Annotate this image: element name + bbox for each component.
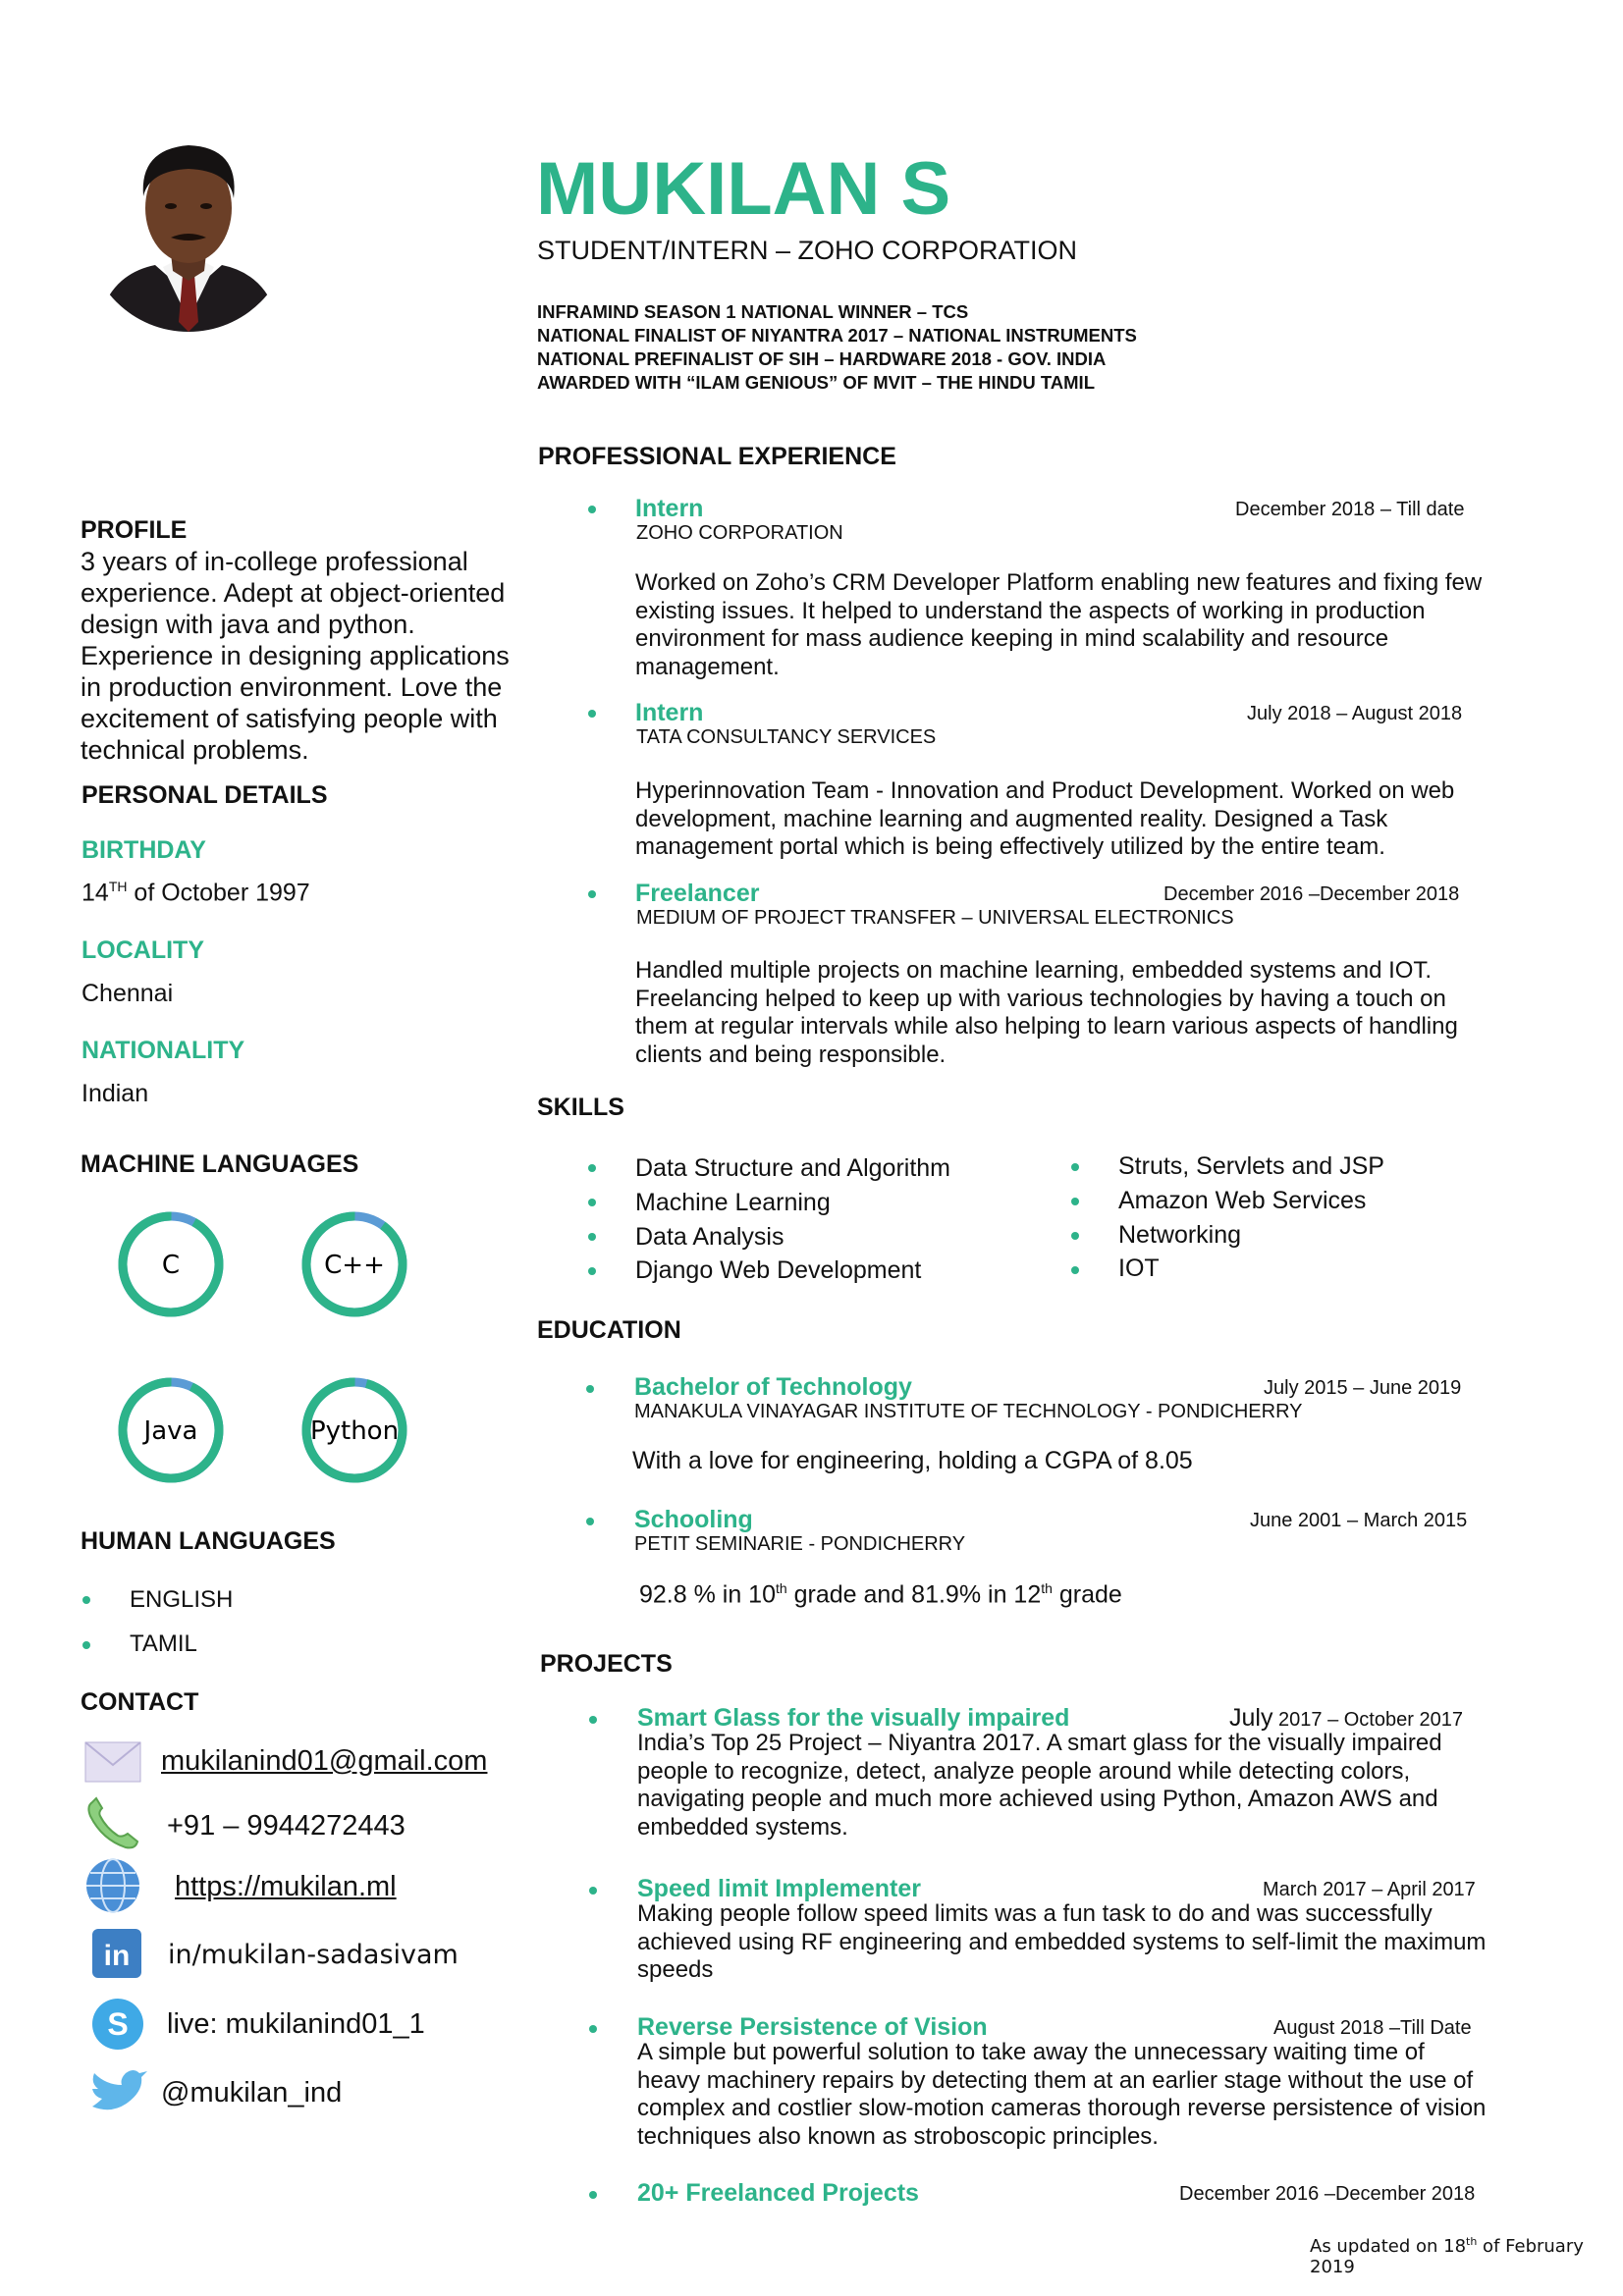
desc-line: Handled multiple projects on machine learning, embedded systems and IOT.	[635, 957, 1433, 984]
grade-text: grade	[1052, 1580, 1122, 1609]
bullet	[82, 1641, 90, 1649]
desc-line: achieved using RF engineering and embedded systems to self-limit the maximum	[637, 1928, 1487, 1955]
desc-line: people to recognize, detect, analyze people around while detecting colors,	[637, 1757, 1411, 1785]
skill-item: Networking	[1118, 1221, 1242, 1249]
locality-value: Chennai	[81, 980, 174, 1007]
desc-line: navigating people and much more achieved using Python, Amazon AWS and	[637, 1786, 1438, 1812]
desc-line: India’s Top 25 Project – Niyantra 2017. A smart glass for the visually impaired	[637, 1730, 1442, 1756]
project-desc	[637, 1730, 1442, 1842]
profile-line: excitement of satisfying people with	[81, 704, 498, 733]
bullet	[588, 890, 596, 898]
skill-item: IOT	[1118, 1255, 1160, 1282]
education-desc: With a love for engineering, holding a CGPA of 8.05	[632, 1447, 1193, 1474]
project-date: August 2018 –Till Date	[1273, 2017, 1472, 2039]
gauge-level-arc	[105, 1199, 236, 1329]
desc-line: A simple but powerful solution to take away the unnecessary waiting time of	[637, 2039, 1425, 2065]
achievement-item: NATIONAL FINALIST OF NIYANTRA 2017 – NATIONAL INSTRUMENTS	[537, 325, 1137, 346]
human-language-item: TAMIL	[130, 1630, 197, 1657]
linkedin-icon	[91, 1928, 142, 1979]
gauge-java	[107, 1366, 235, 1494]
profile-line: in production environment. Love the	[81, 672, 503, 702]
gauge-remainder-arc	[306, 1382, 403, 1478]
grade-suffix: th	[1041, 1580, 1053, 1596]
profile-photo	[86, 128, 291, 332]
bullet	[588, 710, 596, 718]
gauge-label: C	[161, 1251, 181, 1280]
desc-line: heavy machinery repairs by detecting them at an earlier stage without the use of	[637, 2066, 1474, 2094]
experience-heading: PROFESSIONAL EXPERIENCE	[538, 443, 896, 470]
profile-heading: PROFILE	[81, 516, 188, 544]
project-desc	[637, 1900, 1486, 1985]
education-title: Bachelor of Technology	[634, 1373, 912, 1401]
experience-org: TATA CONSULTANCY SERVICES	[636, 726, 937, 748]
gauge-level-arc	[288, 1198, 412, 1332]
project-date	[1229, 1704, 1463, 1733]
profile-line: experience. Adept at object-oriented	[81, 578, 506, 608]
bullet	[589, 2025, 597, 2033]
gauge-python	[296, 1371, 412, 1488]
desc-line: management.	[635, 653, 780, 680]
project-date: December 2016 –December 2018	[1179, 2183, 1476, 2205]
nationality-label: NATIONALITY	[81, 1037, 245, 1064]
project-title: Speed limit Implementer	[637, 1875, 921, 1902]
desc-line: Worked on Zoho’s CRM Developer Platform enabling new features and fixing few	[635, 569, 1483, 596]
birthday-rest: of October 1997	[127, 879, 310, 907]
skills-heading: SKILLS	[537, 1094, 624, 1121]
desc-line: Freelancing helped to keep up with various technologies by having a touch on	[635, 985, 1446, 1012]
skype-handle: live: mukilanind01_1	[167, 2008, 425, 2040]
skill-item: Data Analysis	[635, 1223, 784, 1251]
education-heading: EDUCATION	[537, 1316, 681, 1344]
project-date: March 2017 – April 2017	[1263, 1879, 1476, 1900]
education-desc	[639, 1580, 1122, 1609]
experience-desc	[635, 777, 1454, 862]
experience-desc	[635, 957, 1458, 1069]
bullet	[589, 1716, 597, 1724]
grade-text: 92.8 % in 10	[639, 1580, 776, 1609]
phone-icon	[84, 1796, 139, 1851]
desc-line: techniques also known as stroboscopic principles.	[637, 2122, 1159, 2150]
twitter-icon	[88, 2069, 147, 2116]
bullet	[1071, 1232, 1079, 1240]
desc-line: speeds	[637, 1956, 714, 1983]
experience-date: July 2018 – August 2018	[1247, 703, 1463, 724]
twitter-handle: @mukilan_ind	[161, 2077, 343, 2109]
birthday-value	[81, 879, 310, 907]
desc-line: them at regular intervals while also helping to learn various aspects of handling	[635, 1013, 1458, 1040]
desc-line: existing issues. It helped to understand the aspects of working in production	[635, 597, 1426, 624]
project-title: 20+ Freelanced Projects	[637, 2179, 919, 2207]
contact-heading: CONTACT	[81, 1688, 199, 1716]
gauge-level-arc	[107, 1366, 235, 1494]
human-language-item: ENGLISH	[130, 1586, 234, 1613]
experience-desc	[635, 569, 1482, 681]
skill-item: Machine Learning	[635, 1189, 831, 1216]
personal-details-heading: PERSONAL DETAILS	[81, 781, 328, 809]
desc-line: Hyperinnovation Team - Innovation and Product Development. Worked on web	[635, 777, 1455, 804]
project-desc	[637, 2039, 1486, 2151]
desc-line: development, machine learning and augmented reality. Designed a Task	[635, 805, 1388, 832]
bullet	[588, 1233, 596, 1241]
desc-line: management portal which is being effectively utilized by the entire team.	[635, 833, 1385, 860]
experience-title: Intern	[635, 495, 704, 522]
bullet	[1071, 1198, 1079, 1205]
svg-text:S: S	[107, 2006, 129, 2042]
projects-heading: PROJECTS	[540, 1650, 673, 1678]
grade-text: grade and 81.9% in 12	[786, 1580, 1042, 1609]
profile-line: 3 years of in-college professional	[81, 547, 468, 576]
skill-item: Django Web Development	[635, 1256, 922, 1284]
locality-label: LOCALITY	[81, 936, 204, 964]
profile-line: technical problems.	[81, 735, 309, 765]
gauge-remainder-arc	[306, 1216, 403, 1312]
phone-number: +91 – 9944272443	[167, 1810, 406, 1842]
globe-icon	[84, 1857, 141, 1914]
footer-suffix: th	[1466, 2235, 1478, 2248]
experience-date: December 2016 –December 2018	[1163, 883, 1460, 905]
project-date-month: July	[1229, 1704, 1273, 1732]
experience-org: ZOHO CORPORATION	[636, 522, 843, 544]
achievement-item: INFRAMIND SEASON 1 NATIONAL WINNER – TCS	[537, 301, 969, 322]
grade-suffix: th	[776, 1580, 787, 1596]
bullet	[586, 1518, 594, 1525]
human-languages-heading: HUMAN LANGUAGES	[81, 1527, 336, 1555]
profile-line: Experience in designing applications	[81, 641, 510, 670]
gauge-label: Java	[143, 1416, 198, 1446]
footer-text: As updated on 18	[1310, 2236, 1467, 2257]
bullet	[588, 1164, 596, 1172]
experience-title: Freelancer	[635, 880, 760, 907]
bullet	[1071, 1266, 1079, 1274]
profile-text	[81, 546, 510, 766]
birthday-label: BIRTHDAY	[81, 836, 206, 864]
skill-item: Struts, Servlets and JSP	[1118, 1152, 1384, 1180]
project-title: Reverse Persistence of Vision	[637, 2013, 988, 2041]
gauge-label: Python	[309, 1416, 400, 1446]
profile-line: design with java and python.	[81, 610, 415, 639]
education-title: Schooling	[634, 1506, 753, 1533]
gauge-c	[105, 1199, 236, 1329]
birthday-suffix: TH	[108, 879, 128, 894]
footer-text: of February 2019	[1310, 2236, 1584, 2277]
bullet	[588, 1199, 596, 1206]
bullet	[588, 506, 596, 513]
education-date: July 2015 – June 2019	[1264, 1377, 1462, 1399]
bullet	[588, 1267, 596, 1275]
bullet	[589, 2191, 597, 2199]
gauge-label: C++	[324, 1251, 385, 1280]
email-link[interactable]: mukilanind01@gmail.com	[161, 1745, 488, 1777]
experience-date: December 2018 – Till date	[1235, 499, 1465, 520]
gauge-cpp	[288, 1198, 412, 1332]
achievements-list	[537, 300, 1137, 395]
skill-item: Amazon Web Services	[1118, 1187, 1367, 1214]
last-updated	[1310, 2235, 1623, 2277]
birthday-day: 14	[81, 879, 109, 907]
bullet	[1071, 1163, 1079, 1171]
desc-line: clients and being responsible.	[635, 1041, 947, 1068]
applicant-role: STUDENT/INTERN – ZOHO CORPORATION	[537, 236, 1078, 265]
linkedin-handle: in/mukilan-sadasivam	[168, 1940, 459, 1970]
skype-icon	[90, 1997, 145, 2052]
portrait-illustration	[86, 128, 291, 332]
applicant-name: MUKILAN S	[536, 147, 951, 231]
education-org: PETIT SEMINARIE - PONDICHERRY	[634, 1533, 966, 1555]
education-org: MANAKULA VINAYAGAR INSTITUTE OF TECHNOLOGY - PONDICHERRY	[634, 1401, 1303, 1422]
project-date-rest: 2017 – October 2017	[1272, 1709, 1463, 1731]
bullet	[586, 1385, 594, 1393]
bullet	[82, 1596, 90, 1604]
gauge-remainder-arc	[123, 1216, 219, 1312]
machine-languages-heading: MACHINE LANGUAGES	[81, 1150, 359, 1178]
svg-text:in: in	[103, 1940, 131, 1972]
experience-org: MEDIUM OF PROJECT TRANSFER – UNIVERSAL ELECTRONICS	[636, 907, 1234, 929]
desc-line: complex and costlier slow-motion cameras thorough reverse persistence of vision	[637, 2095, 1487, 2121]
desc-line: environment for mass audience keeping in mind scalability and resource	[635, 625, 1389, 652]
gauge-level-arc	[296, 1371, 412, 1488]
achievement-item: AWARDED WITH “ILAM GENIOUS” OF MVIT – THE HINDU TAMIL	[537, 372, 1095, 393]
desc-line: embedded systems.	[637, 1813, 848, 1841]
achievement-item: NATIONAL PREFINALIST OF SIH – HARDWARE 2018 - GOV. INDIA	[537, 348, 1107, 369]
mail-icon	[84, 1741, 141, 1783]
education-date: June 2001 – March 2015	[1250, 1510, 1468, 1531]
experience-title: Intern	[635, 699, 704, 726]
skill-item: Data Structure and Algorithm	[635, 1154, 950, 1182]
gauge-remainder-arc	[123, 1382, 219, 1478]
website-link[interactable]: https://mukilan.ml	[175, 1871, 397, 1902]
bullet	[589, 1887, 597, 1895]
project-title: Smart Glass for the visually impaired	[637, 1704, 1070, 1732]
desc-line: Making people follow speed limits was a fun task to do and was successfully	[637, 1900, 1433, 1927]
nationality-value: Indian	[81, 1080, 149, 1107]
